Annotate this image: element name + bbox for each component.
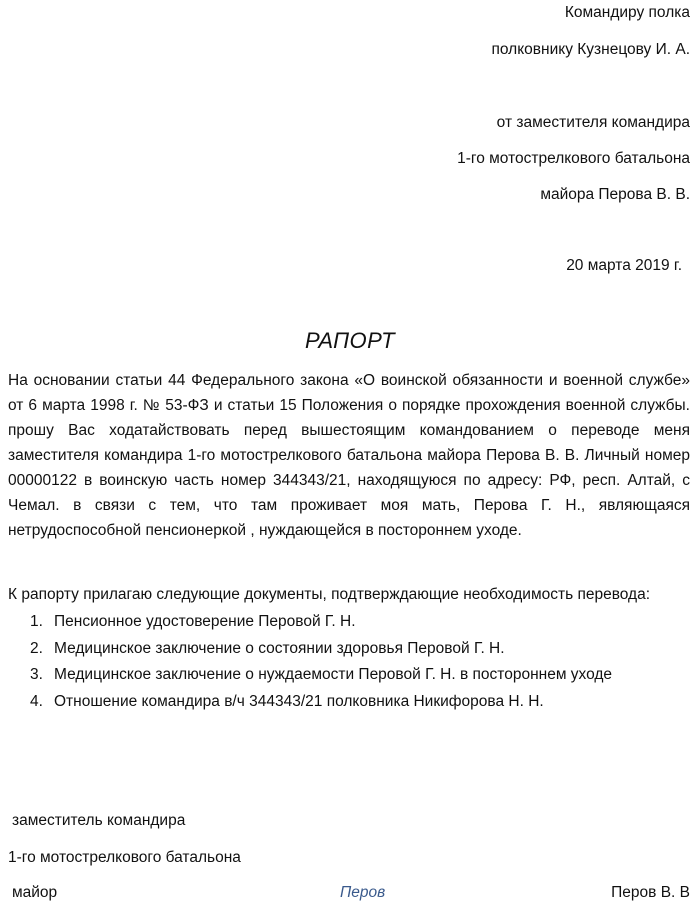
from-line-2: 1-го мотострелкового батальона: [457, 150, 690, 167]
body-line: нетрудоспособной пенсионеркой , нуждающейся в постороннем уходе.: [8, 522, 522, 539]
from-line-3: майора Перова В. В.: [540, 186, 690, 203]
addressee-line-2: полковнику Кузнецову И. А.: [491, 41, 690, 58]
body-line: прошу Вас ходатайствовать перед вышестоящим командованием о переводе меня: [8, 422, 690, 439]
list-item-text: Медицинское заключение о нуждаемости Перовой Г. Н. в постороннем уходе: [54, 666, 613, 683]
list-item-number: 2.: [30, 639, 43, 657]
list-item: [30, 692, 612, 719]
addressee-line-1: Командиру полка: [564, 4, 690, 21]
list-item: [30, 639, 612, 666]
body-line: Чемал. в связи с тем, что там проживает моя мать, Перова Г. Н., являющаяся: [8, 497, 690, 514]
signature-position-line-2: 1-го мотострелкового батальона: [8, 849, 241, 866]
list-item-number: 1.: [30, 613, 43, 630]
list-item-text: Пенсионное удостоверение Перовой Г. Н.: [54, 613, 356, 630]
document-title: РАПОРТ: [304, 328, 396, 353]
signature-name: Перов В. В: [611, 884, 690, 901]
body-line: 00000122 в воинскую часть номер 344343/21, находящуюся по адресу: РФ, респ. Алтай, с: [8, 472, 690, 489]
list-item-number: 3.: [30, 666, 43, 683]
list-item-text: Отношение командира в/ч 344343/21 полковника Никифорова Н. Н.: [54, 692, 544, 710]
list-item-text: Медицинское заключение о состоянии здоровья Перовой Г. Н.: [54, 639, 505, 657]
body-line: На основании статьи 44 Федерального закона «О воинской обязанности и военной службе»: [8, 372, 690, 389]
body-line: от 6 марта 1998 г. № 53-ФЗ и статьи 15 Положения о порядке прохождения военной службы.: [8, 397, 690, 414]
list-item: [30, 612, 612, 639]
list-item-number: 4.: [30, 692, 43, 710]
report-date: 20 марта 2019 г.: [566, 257, 682, 274]
handwritten-signature: Перов: [340, 884, 386, 901]
signature-rank: майор: [12, 884, 58, 901]
report-body: [8, 368, 690, 543]
list-item: [30, 665, 612, 692]
from-line-1: от заместителя командира: [496, 114, 690, 131]
attachments-intro: К рапорту прилагаю следующие документы, подтверждающие необходимость перевода:: [8, 586, 651, 603]
body-line: заместителя командира 1-го мотострелкового батальона майора Перова В. В. Личный номер: [8, 447, 690, 464]
attachments-list: [30, 612, 612, 718]
signature-position-line-1: заместитель командира: [12, 812, 186, 829]
